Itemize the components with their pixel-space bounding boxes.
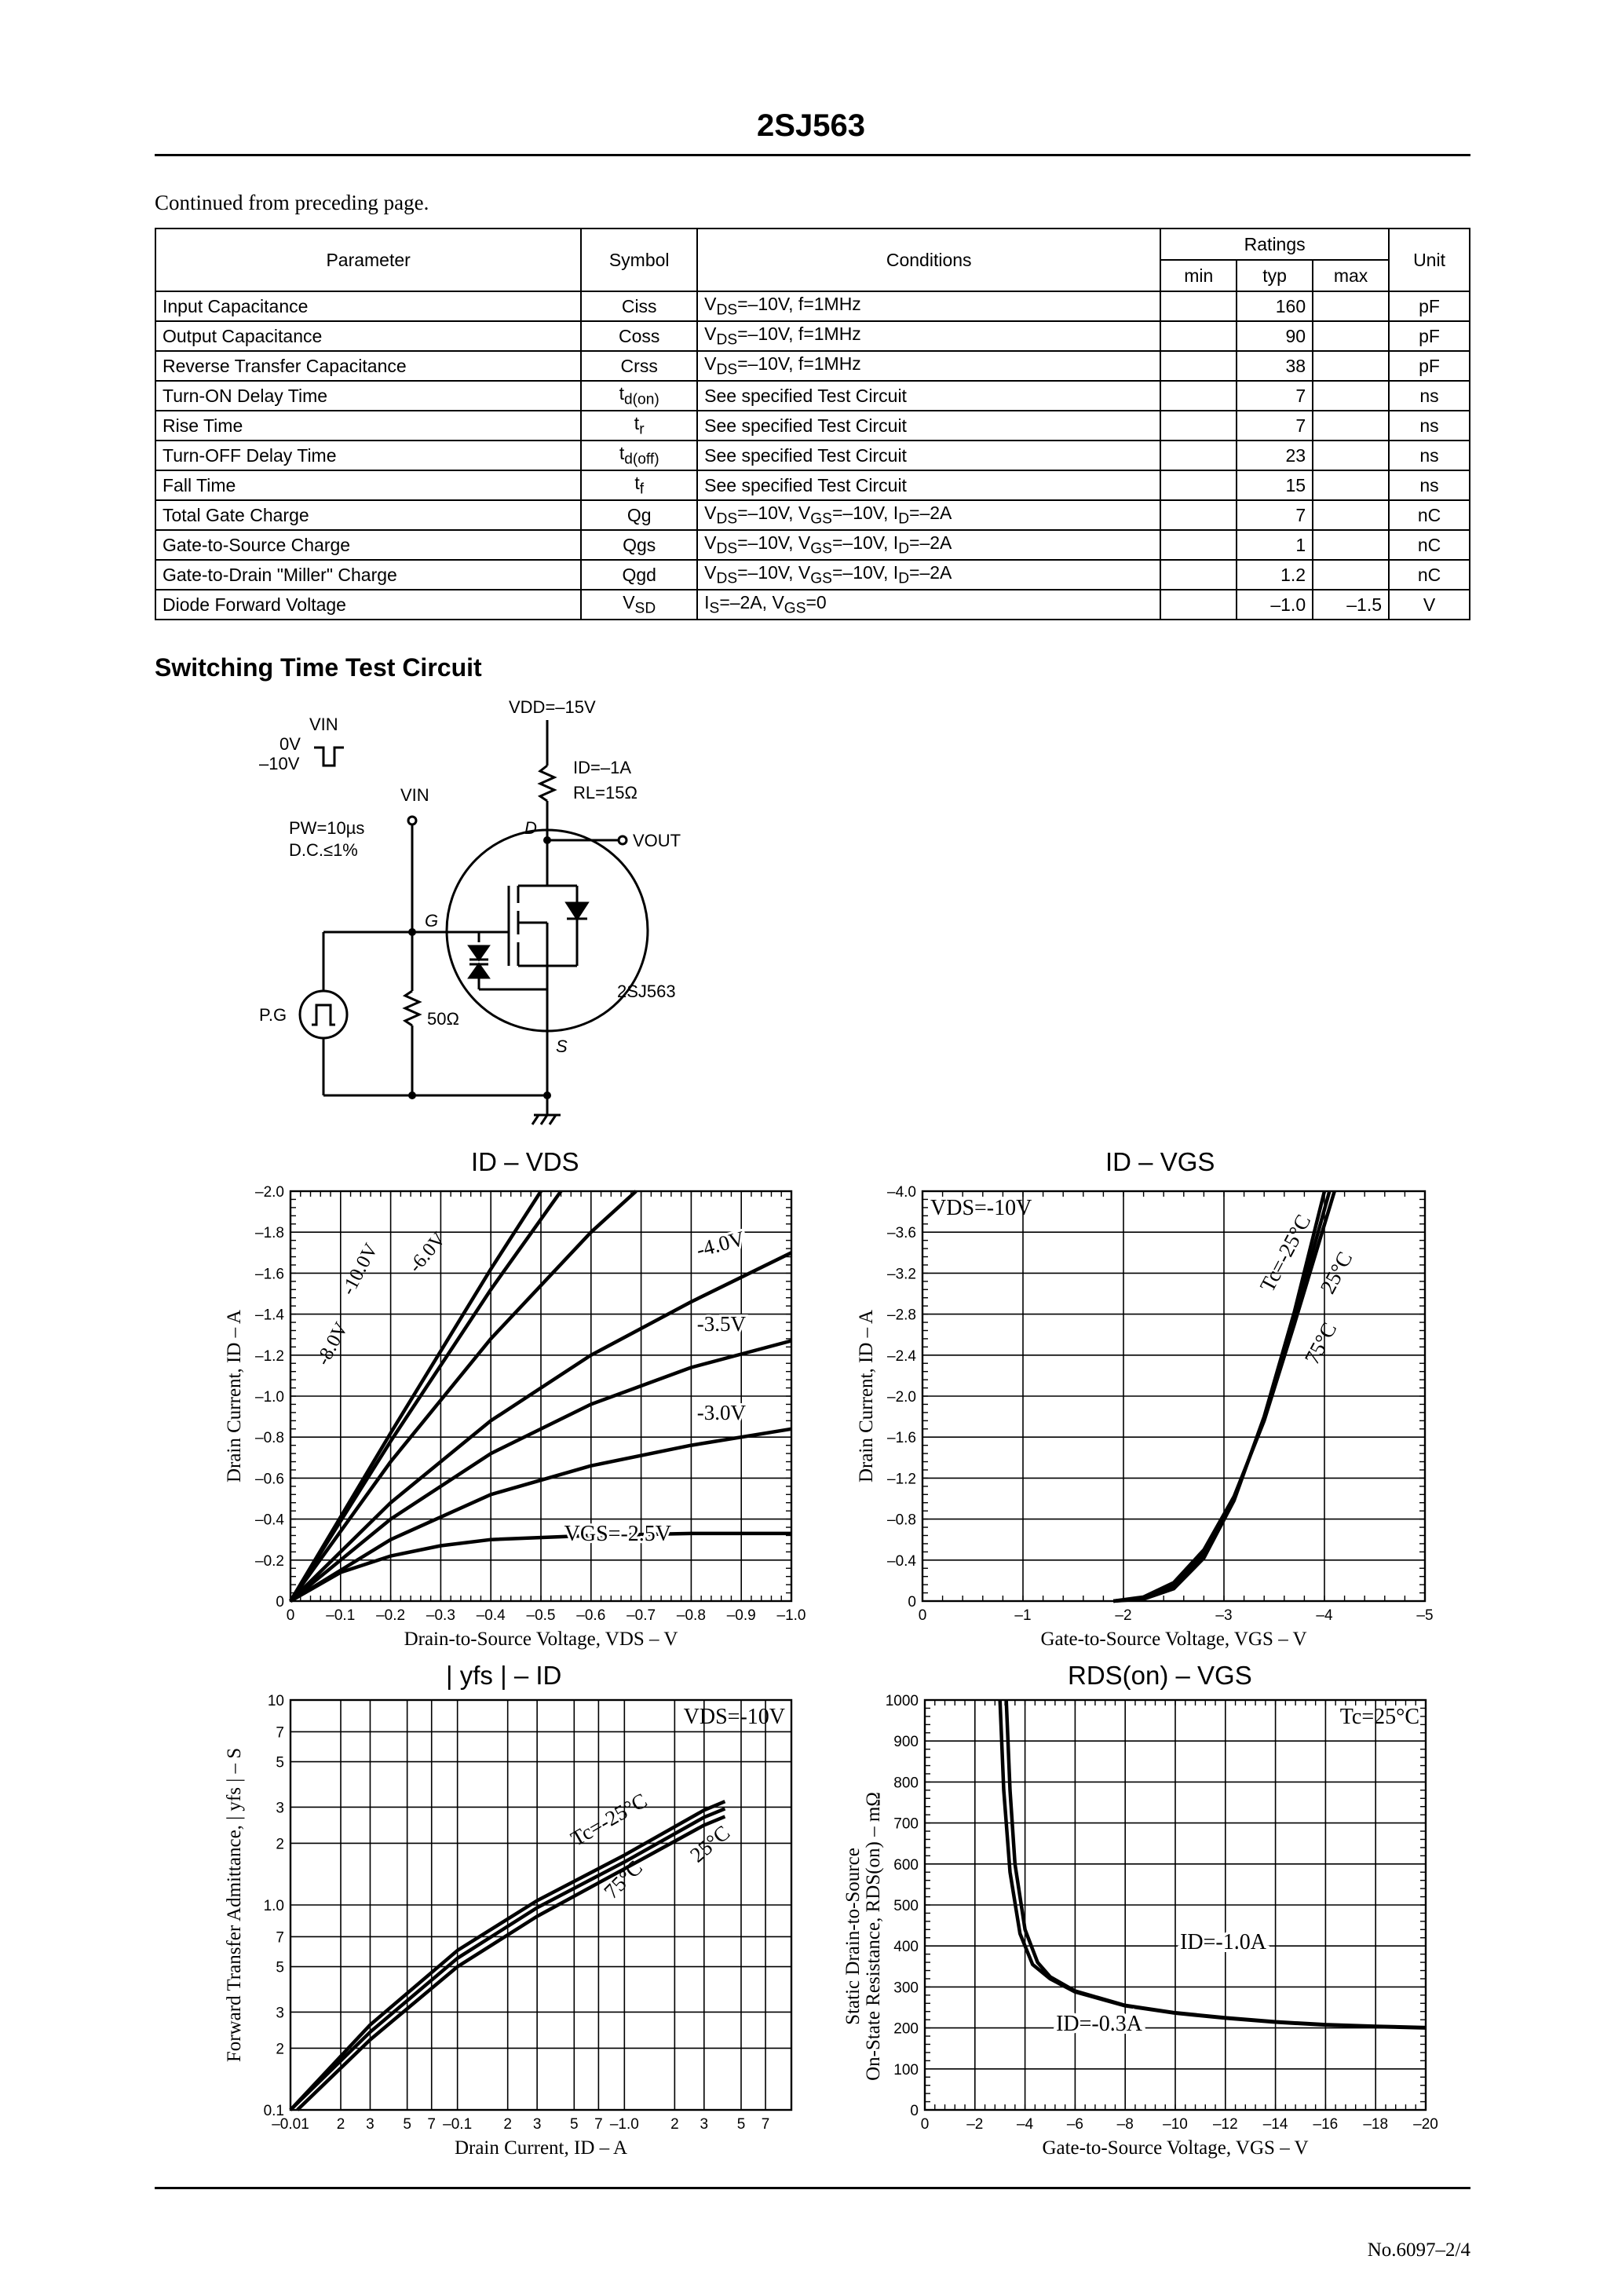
y-tick-label: –1.4 — [255, 1307, 284, 1324]
x-tick-label: –0.8 — [676, 1607, 706, 1624]
chart-rds-vgs — [832, 1661, 1452, 2163]
chart-annotation: VDS=-10V — [930, 1196, 1032, 1220]
pw-label: PW=10µs — [289, 818, 365, 838]
cell-parameter: Total Gate Charge — [155, 500, 581, 530]
cell-unit: pF — [1389, 351, 1470, 381]
cell-unit: ns — [1389, 470, 1470, 500]
x-tick-label: 7 — [427, 2116, 437, 2133]
x-tick-label: –16 — [1313, 2116, 1339, 2133]
x-tick-label: –10 — [1163, 2116, 1188, 2133]
x-tick-label: 5 — [570, 2116, 579, 2133]
y-tick-label: –0.8 — [887, 1512, 916, 1529]
vdd-label: VDD=–15V — [509, 697, 596, 717]
cell-symbol: Ciss — [581, 291, 697, 321]
cell-parameter: Gate-to-Drain "Miller" Charge — [155, 560, 581, 590]
cell-symbol: Qgd — [581, 560, 697, 590]
circuit-section-title: Switching Time Test Circuit — [155, 653, 482, 682]
y-tick-label: 0 — [910, 2103, 919, 2119]
x-tick-label: –0.5 — [526, 1607, 556, 1624]
series-label-2: -6.0V — [404, 1228, 451, 1277]
x-tick-label: –0.1 — [443, 2116, 473, 2133]
y-tick-label: 7 — [276, 1724, 284, 1742]
x-tick-label: 3 — [532, 2116, 542, 2133]
chart-id-vgs — [856, 1147, 1452, 1653]
cell-symbol: Qg — [581, 500, 697, 530]
cell-typ: 1 — [1237, 530, 1313, 560]
page-number: No.6097–2/4 — [1367, 2239, 1470, 2261]
cell-conditions: $I_S=-2A$, $V_{GS}=0$ — [697, 590, 1160, 620]
cell-typ: –1.0 — [1237, 590, 1313, 620]
y-tick-label: 7 — [276, 1929, 284, 1947]
series-label-0: ID=-1.0A — [1180, 1930, 1266, 1954]
page-title: 2SJ563 — [757, 108, 865, 143]
series-label-1: 25°C — [1315, 1248, 1357, 1298]
x-tick-label: –6 — [1066, 2116, 1083, 2133]
footer-rule — [155, 2187, 1470, 2189]
cell-conditions: $V_{DS}=-10V$, $V_{GS}=-10V$, $I_D=-2A$ — [697, 530, 1160, 560]
x-tick-label: 2 — [336, 2116, 345, 2133]
chart-annotation: Tc=25°C — [1339, 1705, 1419, 1729]
series-label-1: 25°C — [685, 1820, 735, 1867]
r50-label: 50Ω — [427, 1009, 459, 1029]
col-symbol: Symbol — [581, 229, 697, 291]
cell-symbol: $t_f$ — [581, 470, 697, 500]
cell-unit: pF — [1389, 321, 1470, 351]
y-tick-label: 900 — [893, 1734, 919, 1751]
pg-label: P.G — [259, 1005, 287, 1025]
x-tick-label: –1 — [1014, 1607, 1032, 1624]
x-tick-label: –0.01 — [272, 2116, 309, 2133]
series-label-1: ID=-0.3A — [1056, 2012, 1142, 2036]
y-tick-label: 800 — [893, 1775, 919, 1792]
cell-typ: 7 — [1237, 500, 1313, 530]
y-tick-label: 1.0 — [263, 1898, 284, 1914]
series-label-6: VGS=-2.5V — [564, 1522, 671, 1546]
cell-conditions: $V_{DS}=-10V$, $V_{GS}=-10V$, $I_D=-2A$ — [697, 560, 1160, 590]
cell-parameter: Rise Time — [155, 411, 581, 441]
cell-parameter: Reverse Transfer Capacitance — [155, 351, 581, 381]
x-tick-label: 5 — [403, 2116, 411, 2133]
series-label-3: -4.0V — [693, 1226, 747, 1262]
y-tick-label: 0.1 — [263, 2103, 284, 2119]
cell-unit: nC — [1389, 560, 1470, 590]
cell-parameter: Gate-to-Source Charge — [155, 530, 581, 560]
pulse-neg-label: –10V — [259, 754, 300, 773]
col-min: min — [1160, 260, 1237, 291]
y-axis-label: Drain Current, ID – A — [224, 1309, 245, 1483]
x-tick-label: –4 — [1316, 1607, 1333, 1624]
y-tick-label: 100 — [893, 2061, 919, 2078]
cell-parameter: Diode Forward Voltage — [155, 590, 581, 620]
chart-1-title: ID – VDS — [471, 1147, 579, 1176]
chart-annotation: VDS=-10V — [683, 1705, 785, 1729]
dc-label: D.C.≤1% — [289, 840, 358, 860]
y-tick-label: –2.0 — [255, 1184, 284, 1201]
x-tick-label: –0.7 — [627, 1607, 656, 1624]
y-tick-label: 2 — [276, 2041, 284, 2058]
x-tick-label: 2 — [670, 2116, 679, 2133]
cell-conditions: $V_{DS}=-10V$, f=1MHz — [697, 291, 1160, 321]
chart-yfs-id — [220, 1661, 816, 2163]
cell-symbol: Qgs — [581, 530, 697, 560]
x-tick-label: 7 — [594, 2116, 603, 2133]
y-tick-label: 500 — [893, 1898, 919, 1914]
vout-label: VOUT — [633, 831, 681, 850]
y-tick-label: –1.8 — [255, 1225, 284, 1242]
cell-unit: ns — [1389, 441, 1470, 470]
x-tick-label: –20 — [1413, 2116, 1438, 2133]
col-parameter: Parameter — [155, 229, 581, 291]
y-tick-label: 200 — [893, 2020, 919, 2038]
series-label-1: -8.0V — [312, 1318, 353, 1369]
series-label-0: -10.0V — [337, 1240, 382, 1299]
y-tick-label: 300 — [893, 1980, 919, 1997]
x-tick-label: 7 — [761, 2116, 770, 2133]
x-tick-label: –3 — [1215, 1607, 1233, 1624]
y-tick-label: –0.6 — [255, 1471, 284, 1488]
y-tick-label: –1.2 — [255, 1347, 284, 1365]
y-tick-label: 400 — [893, 1939, 919, 1956]
y-tick-label: –2.4 — [887, 1347, 916, 1365]
cell-parameter: Output Capacitance — [155, 321, 581, 351]
series-label-4: -3.5V — [696, 1312, 746, 1336]
col-ratings: Ratings — [1160, 229, 1389, 260]
cell-unit: V — [1389, 590, 1470, 620]
y-tick-label: –0.8 — [255, 1430, 284, 1447]
cell-symbol: $t_r$ — [581, 411, 697, 441]
x-tick-label: –1.0 — [609, 2116, 639, 2133]
id-label: ID=–1A — [573, 758, 631, 777]
y-axis-label-line2: On-State Resistance, RDS(on) – mΩ — [863, 1792, 884, 2081]
cell-symbol: Coss — [581, 321, 697, 351]
grid — [925, 1700, 1426, 2110]
cell-symbol: $V_{SD}$ — [581, 590, 697, 620]
cell-parameter: Fall Time — [155, 470, 581, 500]
y-tick-label: 600 — [893, 1856, 919, 1874]
cell-unit: nC — [1389, 530, 1470, 560]
y-tick-label: –3.6 — [887, 1225, 916, 1242]
x-tick-label: –0.9 — [726, 1607, 756, 1624]
x-tick-label: 0 — [286, 1607, 295, 1624]
cell-conditions: $V_{DS}=-10V$, $V_{GS}=-10V$, $I_D=-2A$ — [697, 500, 1160, 530]
cell-typ: 15 — [1237, 470, 1313, 500]
x-tick-label: 3 — [700, 2116, 709, 2133]
y-tick-label: 1000 — [885, 1693, 919, 1709]
y-tick-label: 10 — [267, 1693, 284, 1709]
cell-typ: 7 — [1237, 381, 1313, 411]
x-axis-label: Drain Current, ID – A — [454, 2137, 628, 2159]
col-max: max — [1313, 260, 1389, 291]
cell-typ: 38 — [1237, 351, 1313, 381]
cell-conditions: See specified Test Circuit — [697, 411, 1160, 441]
x-tick-label: –8 — [1116, 2116, 1134, 2133]
y-tick-label: –2.0 — [887, 1389, 916, 1406]
continued-note: Continued from preceding page. — [155, 191, 429, 214]
chart-4-title: RDS(on) – VGS — [1068, 1661, 1252, 1690]
x-tick-label: –4 — [1017, 2116, 1034, 2133]
x-tick-label: –2 — [1115, 1607, 1132, 1624]
cell-symbol: $t_{d(on)}$ — [581, 381, 697, 411]
cell-typ: 90 — [1237, 321, 1313, 351]
y-tick-label: –3.2 — [887, 1266, 916, 1283]
series-line-2 — [298, 1816, 725, 2110]
x-tick-label: –0.2 — [376, 1607, 406, 1624]
cell-typ: 23 — [1237, 441, 1313, 470]
cell-parameter: Input Capacitance — [155, 291, 581, 321]
cell-symbol: Crss — [581, 351, 697, 381]
y-axis-label: Drain Current, ID – A — [856, 1309, 877, 1483]
cell-max: –1.5 — [1313, 590, 1389, 620]
col-conditions: Conditions — [697, 229, 1160, 291]
vin-label: VIN — [400, 785, 429, 805]
y-tick-label: –4.0 — [887, 1184, 916, 1201]
x-axis-label: Gate-to-Source Voltage, VGS – V — [1042, 2137, 1309, 2159]
cell-conditions: $V_{DS}=-10V$, f=1MHz — [697, 351, 1160, 381]
series-label-5: -3.0V — [696, 1401, 746, 1424]
x-tick-label: –0.6 — [576, 1607, 606, 1624]
vin-pulse-label: VIN — [309, 715, 338, 734]
cell-typ: 7 — [1237, 411, 1313, 441]
x-tick-label: 5 — [736, 2116, 746, 2133]
x-axis-label: Drain-to-Source Voltage, VDS – V — [404, 1629, 678, 1650]
x-tick-label: –12 — [1212, 2116, 1238, 2133]
x-tick-label: –2 — [966, 2116, 984, 2133]
y-tick-label: –2.8 — [887, 1307, 916, 1324]
cell-conditions: See specified Test Circuit — [697, 381, 1160, 411]
x-tick-label: –18 — [1363, 2116, 1389, 2133]
y-tick-label: 5 — [276, 1959, 284, 1976]
y-tick-label: –1.2 — [887, 1471, 916, 1488]
y-tick-label: –1.0 — [255, 1389, 284, 1406]
x-tick-label: –1.0 — [776, 1607, 806, 1624]
cell-unit: pF — [1389, 291, 1470, 321]
rl-label: RL=15Ω — [573, 783, 637, 803]
cell-unit: ns — [1389, 411, 1470, 441]
y-tick-label: 5 — [276, 1754, 284, 1771]
y-tick-label: 2 — [276, 1836, 284, 1853]
y-tick-label: 700 — [893, 1815, 919, 1833]
part-label: 2SJ563 — [617, 982, 676, 1001]
chart-3-title: | yfs | – ID — [446, 1661, 562, 1690]
x-tick-label: –0.1 — [326, 1607, 356, 1624]
chart-id-vds — [220, 1147, 816, 1653]
cell-conditions: $V_{DS}=-10V$, f=1MHz — [697, 321, 1160, 351]
x-tick-label: 2 — [503, 2116, 512, 2133]
y-tick-label: –0.4 — [255, 1512, 284, 1529]
x-tick-label: 0 — [920, 2116, 930, 2133]
cell-unit: nC — [1389, 500, 1470, 530]
y-tick-label: –0.4 — [887, 1552, 916, 1570]
x-axis-label: Gate-to-Source Voltage, VGS – V — [1040, 1629, 1307, 1650]
cell-typ: 1.2 — [1237, 560, 1313, 590]
cell-symbol: $t_{d(off)}$ — [581, 441, 697, 470]
grid — [922, 1191, 1425, 1601]
drain-label: D — [524, 818, 537, 838]
y-tick-label: –0.2 — [255, 1552, 284, 1570]
x-tick-label: 3 — [366, 2116, 374, 2133]
chart-2-title: ID – VGS — [1105, 1147, 1215, 1176]
x-tick-label: –0.3 — [426, 1607, 455, 1624]
y-axis-label: Forward Transfer Admittance, | yfs | – S — [224, 1747, 245, 2063]
pulse-0v-label: 0V — [279, 734, 301, 754]
series-label-0: Tc=-25°C — [1255, 1210, 1316, 1296]
cell-unit: ns — [1389, 381, 1470, 411]
y-tick-label: –1.6 — [887, 1430, 916, 1447]
x-tick-label: –5 — [1416, 1607, 1434, 1624]
x-tick-label: –14 — [1262, 2116, 1288, 2133]
col-typ: typ — [1237, 260, 1313, 291]
cell-parameter: Turn-OFF Delay Time — [155, 441, 581, 470]
series-label-2: 75°C — [1299, 1318, 1342, 1369]
col-unit: Unit — [1389, 229, 1470, 291]
y-tick-label: 3 — [276, 1800, 284, 1817]
source-label: S — [556, 1036, 568, 1056]
cell-typ: 160 — [1237, 291, 1313, 321]
y-tick-label: 0 — [908, 1594, 916, 1610]
series-label-0: Tc=-25°C — [566, 1788, 652, 1851]
cell-parameter: Turn-ON Delay Time — [155, 381, 581, 411]
series-label-2: 75°C — [599, 1855, 647, 1903]
cell-conditions: See specified Test Circuit — [697, 441, 1160, 470]
y-axis-label-line1: Static Drain-to-Source — [842, 1848, 864, 2025]
y-tick-label: 3 — [276, 2005, 284, 2022]
cell-conditions: See specified Test Circuit — [697, 470, 1160, 500]
x-tick-label: –0.4 — [476, 1607, 506, 1624]
x-tick-label: 0 — [918, 1607, 927, 1624]
y-tick-label: –1.6 — [255, 1266, 284, 1283]
y-tick-label: 0 — [276, 1594, 284, 1610]
gate-label: G — [425, 911, 439, 930]
